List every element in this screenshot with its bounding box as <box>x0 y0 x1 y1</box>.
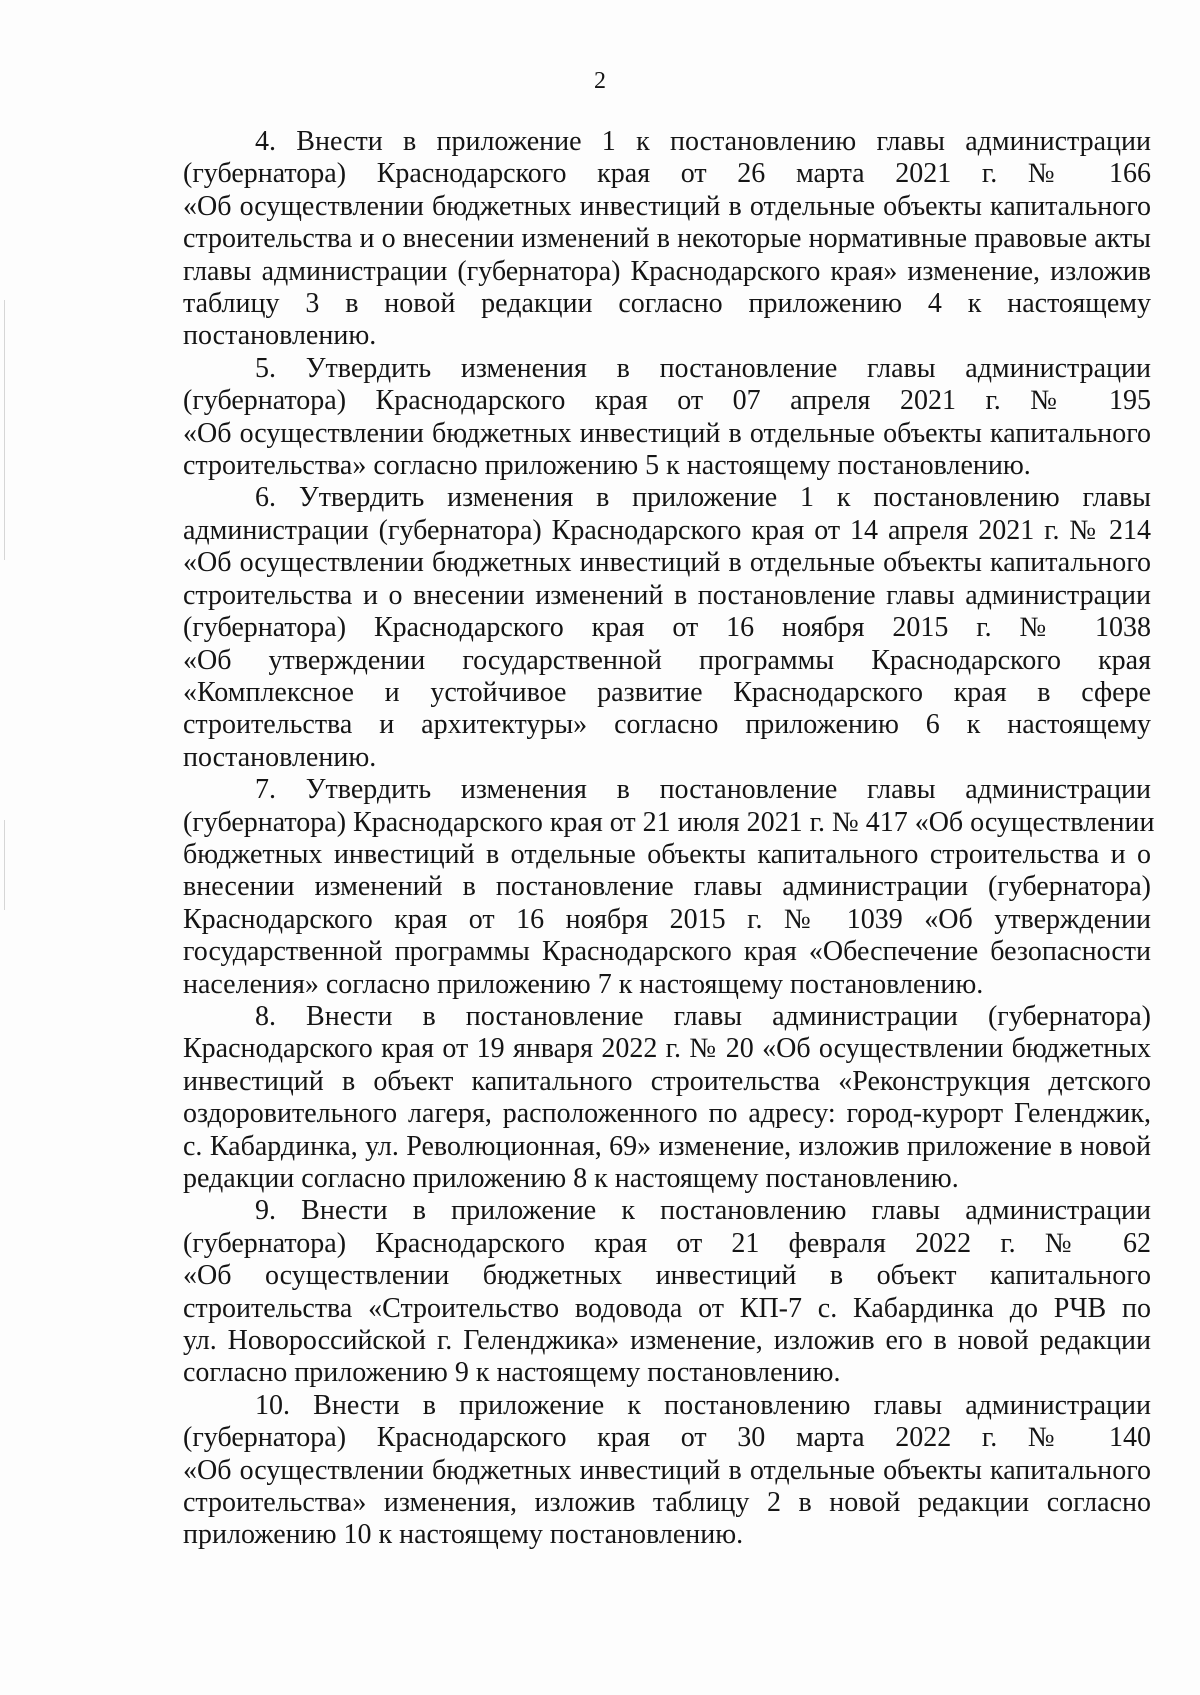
text-line: «Об осуществлении бюджетных инвестиций в отдельные объекты капитального <box>183 417 1151 449</box>
paragraph-item-7 <box>183 774 1155 1001</box>
text-line: (губернатора) Краснодарского края от 26 марта 2021 г. № 166 <box>183 158 1151 190</box>
text-line: «Об осуществлении бюджетных инвестиций в объект капитального <box>183 1260 1151 1292</box>
text-line: государственной программы Краснодарского края «Обеспечение безопасности <box>183 936 1151 968</box>
text-line: Краснодарского края от 19 января 2022 г. № 20 «Об осуществлении бюджетных <box>183 1033 1151 1065</box>
paragraph-item-4 <box>183 126 1151 353</box>
page-number: 2 <box>594 68 606 94</box>
text-line: 8. Внести в постановление главы администрации (губернатора) <box>255 1000 1151 1032</box>
text-line: инвестиций в объект капитального строительства «Реконструкция детского <box>183 1065 1151 1097</box>
text-line: 4. Внести в приложение 1 к постановлению главы администрации <box>255 126 1151 157</box>
text-line: населения» согласно приложению 7 к настоящему постановлению. <box>183 968 984 1000</box>
text-line: с. Кабардинка, ул. Революционная, 69» изменение, изложив приложение в новой <box>183 1130 1151 1162</box>
paragraph-item-5 <box>183 353 1151 483</box>
text-line: постановлению. <box>183 320 377 352</box>
text-line: 7. Утвердить изменения в постановление главы администрации <box>255 774 1151 806</box>
text-line: главы администрации (губернатора) Краснодарского края» изменение, изложив <box>183 255 1151 287</box>
text-line: 10. Внести в приложение к постановлению главы администрации <box>255 1389 1151 1421</box>
text-line: Краснодарского края от 16 ноября 2015 г. № 1039 «Об утверждении <box>183 903 1151 935</box>
text-line: администрации (губернатора) Краснодарского края от 14 апреля 2021 г. № 214 <box>183 514 1151 546</box>
text-line: строительства и о внесении изменений в постановление главы администрации <box>183 579 1151 611</box>
paragraph-item-6 <box>183 482 1151 774</box>
text-line: строительства и о внесении изменений в некоторые нормативные правовые акты <box>183 223 1151 255</box>
paragraph-item-8 <box>183 1001 1151 1195</box>
text-line: «Об осуществлении бюджетных инвестиций в отдельные объекты капитального <box>183 190 1151 222</box>
text-line: строительства «Строительство водовода от КП-7 с. Кабардинка до РЧВ по <box>183 1292 1151 1324</box>
text-line: «Об осуществлении бюджетных инвестиций в отдельные объекты капитального <box>183 1454 1151 1486</box>
text-line: постановлению. <box>183 741 377 773</box>
text-line: 6. Утвердить изменения в приложение 1 к постановлению главы <box>255 482 1151 514</box>
text-line: (губернатора) Краснодарского края от 30 марта 2022 г. № 140 <box>183 1422 1151 1454</box>
text-line: «Об осуществлении бюджетных инвестиций в отдельные объекты капитального <box>183 547 1151 579</box>
text-line: согласно приложению 9 к настоящему постановлению. <box>183 1357 841 1389</box>
text-line: таблицу 3 в новой редакции согласно приложению 4 к настоящему <box>183 288 1151 320</box>
text-line: 9. Внести в приложение к постановлению главы администрации <box>255 1195 1151 1227</box>
text-line: (губернатора) Краснодарского края от 21 февраля 2022 г. № 62 <box>183 1227 1151 1259</box>
text-line: ул. Новороссийской г. Геленджика» изменение, изложив его в новой редакции <box>183 1325 1151 1357</box>
text-line: «Об утверждении государственной программы Краснодарского края <box>183 644 1151 676</box>
text-line: 5. Утвердить изменения в постановление главы администрации <box>255 352 1151 384</box>
scan-edge-mark <box>4 300 5 560</box>
text-line: строительства» изменения, изложив таблицу 2 в новой редакции согласно <box>183 1487 1151 1519</box>
text-line: строительства и архитектуры» согласно приложению 6 к настоящему <box>183 709 1151 741</box>
paragraph-item-9 <box>183 1195 1151 1389</box>
scan-edge-mark <box>4 820 5 910</box>
text-line: (губернатора) Краснодарского края от 21 июля 2021 г. № 417 «Об осуществлении <box>183 806 1155 838</box>
text-line: «Комплексное и устойчивое развитие Краснодарского края в сфере <box>183 676 1151 708</box>
text-line: приложению 10 к настоящему постановлению. <box>183 1519 744 1551</box>
text-line: (губернатора) Краснодарского края от 07 апреля 2021 г. № 195 <box>183 385 1151 417</box>
paragraph-item-10 <box>183 1390 1151 1552</box>
text-line: строительства» согласно приложению 5 к настоящему постановлению. <box>183 450 1031 482</box>
text-line: внесении изменений в постановление главы администрации (губернатора) <box>183 871 1151 903</box>
text-line: редакции согласно приложению 8 к настоящему постановлению. <box>183 1163 959 1194</box>
text-line: бюджетных инвестиций в отдельные объекты капитального строительства и о <box>183 838 1151 870</box>
document-body <box>183 126 1155 1552</box>
text-line: оздоровительного лагеря, расположенного по адресу: город-курорт Геленджик, <box>183 1098 1151 1130</box>
text-line: (губернатора) Краснодарского края от 16 ноября 2015 г. № 1038 <box>183 612 1151 644</box>
